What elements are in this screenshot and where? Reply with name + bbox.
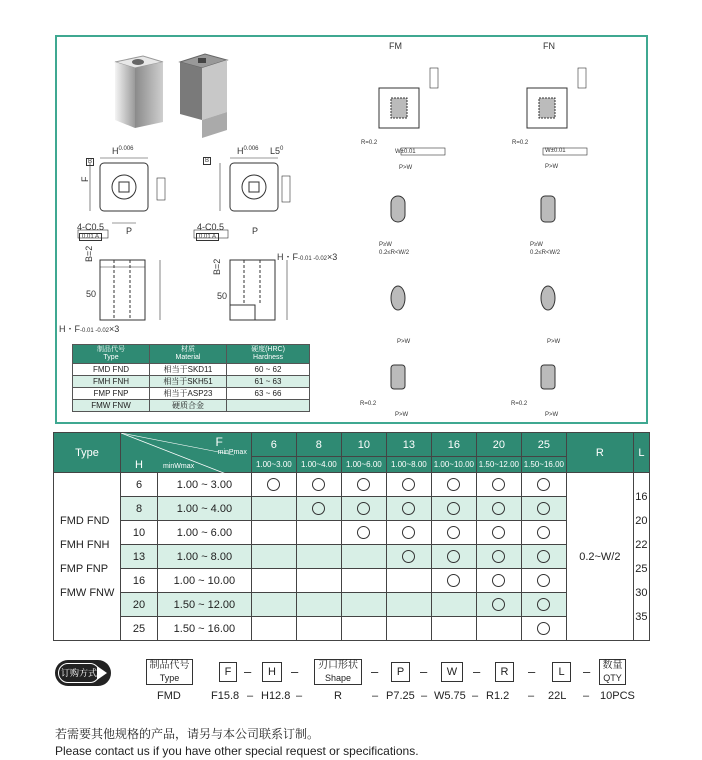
availability-cell	[251, 617, 296, 641]
f-col: 13	[386, 433, 431, 457]
available-circle-icon	[402, 550, 415, 563]
mat-hardness: 60 ~ 62	[227, 364, 310, 376]
availability-cell	[341, 545, 386, 569]
ex-f: F15.8	[211, 690, 240, 702]
available-circle-icon	[492, 478, 505, 491]
available-circle-icon	[447, 502, 460, 515]
ex-type: FMD	[157, 690, 181, 702]
availability-cell	[476, 521, 521, 545]
available-circle-icon	[402, 526, 415, 539]
order-f-box: F	[219, 662, 237, 682]
b2-left: B=2	[84, 245, 94, 262]
availability-cell	[476, 617, 521, 641]
material-row	[73, 388, 310, 400]
availability-cell	[341, 617, 386, 641]
ex-p: P7.25	[386, 690, 415, 702]
shape-drawings	[355, 60, 605, 420]
fn-r02: R=0.2	[512, 140, 529, 146]
f-range: 1.00~3.00	[251, 457, 296, 473]
mat-type: FMP FNP	[73, 388, 150, 400]
spec-row	[54, 545, 650, 569]
available-circle-icon	[447, 574, 460, 587]
fm-pgw: P>W	[399, 165, 413, 171]
mat-th-type: 制品代号 Type	[73, 345, 150, 364]
availability-cell	[386, 593, 431, 617]
ex-r: R1.2	[486, 690, 510, 702]
fifty-left: 50	[86, 289, 97, 299]
range-cell: 1.00 ~ 4.00	[158, 497, 252, 521]
available-circle-icon	[447, 550, 460, 563]
f-range: 1.50~12.00	[476, 457, 521, 473]
availability-cell	[251, 545, 296, 569]
availability-cell	[296, 593, 341, 617]
arrow-right-icon	[97, 666, 107, 680]
f-header: F	[215, 435, 223, 449]
available-circle-icon	[537, 574, 550, 587]
l5-label: $L5^0$	[270, 146, 284, 156]
l-value: 20	[635, 514, 648, 527]
availability-cell	[251, 521, 296, 545]
l-values	[633, 473, 649, 641]
order-dash: –	[371, 664, 379, 679]
order-dash: –	[583, 664, 591, 679]
block-render-right	[180, 54, 227, 138]
ex-dash: –	[247, 690, 254, 702]
l-value: 35	[635, 610, 648, 623]
availability-cell	[521, 497, 566, 521]
availability-cell	[296, 473, 341, 497]
availability-cell	[386, 617, 431, 641]
order-badge	[55, 660, 111, 686]
order-w-box: W	[441, 662, 463, 682]
mat-hardness	[227, 400, 310, 412]
available-circle-icon	[537, 526, 550, 539]
f-h-header	[121, 433, 252, 473]
availability-cell	[521, 569, 566, 593]
type-name: FMD FND	[60, 514, 110, 527]
available-circle-icon	[537, 598, 550, 611]
availability-cell	[251, 569, 296, 593]
availability-cell	[431, 593, 476, 617]
mat-th-hardness: 硬度(HRC) Hardness	[227, 345, 310, 364]
order-dash: –	[473, 664, 481, 679]
f-range: 1.00~10.00	[431, 457, 476, 473]
availability-cell	[521, 593, 566, 617]
ex-dash: –	[372, 690, 379, 702]
availability-cell	[386, 569, 431, 593]
available-circle-icon	[492, 526, 505, 539]
type-cell	[54, 473, 121, 641]
footer-en: Please contact us if you have other special request or specifications.	[55, 744, 419, 758]
range-cell: 1.00 ~ 3.00	[158, 473, 252, 497]
fn-pgw: P>W	[545, 164, 559, 170]
fn-pgw-2: P>W	[547, 339, 561, 345]
fn-w001: W±0.01	[545, 148, 566, 154]
block-render-left	[115, 56, 163, 128]
flat-tol-left: 0.01 A	[79, 233, 102, 241]
fn-rrange: 0.2≤R<W/2	[530, 250, 561, 256]
order-dash: –	[291, 664, 299, 679]
flat-tol-right: 0.01 A	[196, 233, 219, 241]
f-col: 16	[431, 433, 476, 457]
fifty-right: 50	[217, 291, 228, 301]
available-circle-icon	[447, 526, 460, 539]
availability-cell	[476, 593, 521, 617]
ex-dash: –	[296, 690, 303, 702]
material-table	[72, 344, 310, 412]
order-dash: –	[420, 664, 428, 679]
availability-cell	[431, 497, 476, 521]
availability-cell	[431, 617, 476, 641]
available-circle-icon	[357, 502, 370, 515]
order-qty-box: 数量 QTY	[599, 659, 626, 685]
availability-cell	[341, 521, 386, 545]
f-range: 1.00~8.00	[386, 457, 431, 473]
available-circle-icon	[492, 502, 505, 515]
f-label-left: F	[80, 176, 90, 182]
material-row	[73, 400, 310, 412]
availability-cell	[251, 497, 296, 521]
ex-w: W5.75	[434, 690, 466, 702]
ex-h: H12.8	[261, 690, 291, 702]
f-col: 25	[521, 433, 566, 457]
r-value: 0.2~W/2	[566, 473, 633, 641]
h-cell: 16	[121, 569, 158, 593]
spec-row	[54, 497, 650, 521]
product-renders	[105, 50, 245, 140]
available-circle-icon	[402, 502, 415, 515]
availability-cell	[386, 473, 431, 497]
availability-cell	[431, 521, 476, 545]
f-col: 10	[341, 433, 386, 457]
availability-cell	[296, 521, 341, 545]
chamfer-left: 4-C0.5	[77, 222, 105, 232]
ex-qty: 10PCS	[600, 690, 635, 702]
availability-cell	[386, 497, 431, 521]
mat-material: 相当于SKH51	[150, 376, 227, 388]
availability-cell	[251, 593, 296, 617]
availability-cell	[341, 473, 386, 497]
availability-cell	[521, 617, 566, 641]
footer-cn: 若需要其他规格的产品，请另与本公司联系订制。	[55, 727, 320, 741]
mat-material: 硬质合金	[150, 400, 227, 412]
h-cell: 6	[121, 473, 158, 497]
f-range: 1.00~4.00	[296, 457, 341, 473]
material-row	[73, 364, 310, 376]
type-name: FMP FNP	[60, 562, 109, 575]
availability-cell	[431, 569, 476, 593]
datum-b-left: B	[88, 159, 93, 165]
f-range: 1.00~6.00	[341, 457, 386, 473]
type-header: Type	[54, 433, 121, 473]
available-circle-icon	[357, 478, 370, 491]
fm-rrange: 0.2≤R<W/2	[379, 250, 410, 256]
order-dash: –	[244, 664, 252, 679]
f-range: 1.50~16.00	[521, 457, 566, 473]
fm-w001: W±0.01	[395, 149, 416, 155]
availability-cell	[431, 473, 476, 497]
ex-dash: –	[421, 690, 428, 702]
fn-pgw-3: P>W	[545, 412, 559, 418]
l-value: 25	[635, 562, 648, 575]
available-circle-icon	[312, 502, 325, 515]
p-label-right: P	[252, 226, 259, 236]
range-cell: 1.50 ~ 16.00	[158, 617, 252, 641]
fn-title: FN	[543, 41, 555, 51]
r-header: R	[566, 433, 633, 473]
spec-table	[53, 432, 650, 641]
fm-pgw-2: P>W	[397, 339, 411, 345]
spec-row	[54, 593, 650, 617]
h-header: H	[135, 459, 143, 471]
fm-r02: R=0.2	[361, 140, 378, 146]
order-p-box: P	[391, 662, 410, 682]
availability-cell	[296, 545, 341, 569]
datum-b-right: B	[205, 158, 210, 164]
p-label-left: P	[126, 226, 133, 236]
available-circle-icon	[357, 526, 370, 539]
mat-type: FMD FND	[73, 364, 150, 376]
material-row	[73, 376, 310, 388]
order-badge-label: 订购方式	[58, 663, 100, 683]
h-tol-right: $H^{0.006}$	[237, 146, 259, 156]
availability-cell	[341, 569, 386, 593]
f-col: 6	[251, 433, 296, 457]
available-circle-icon	[402, 478, 415, 491]
l-value: 30	[635, 586, 648, 599]
availability-cell	[476, 545, 521, 569]
fm-title: FM	[389, 41, 402, 51]
mat-hardness: 61 ~ 63	[227, 376, 310, 388]
availability-cell	[476, 473, 521, 497]
ex-dash: –	[583, 690, 590, 702]
spec-header-row-1	[54, 433, 650, 457]
availability-cell	[251, 473, 296, 497]
order-h-box: H	[262, 662, 282, 682]
l-value: 22	[635, 538, 648, 551]
chamfer-right: 4-C0.5	[197, 222, 225, 232]
available-circle-icon	[537, 478, 550, 491]
mat-th-material: 材质 Material	[150, 345, 227, 364]
type-name: FMW FNW	[60, 586, 115, 599]
range-cell: 1.50 ~ 12.00	[158, 593, 252, 617]
fn-r02-b: R=0.2	[511, 401, 528, 407]
order-l-box: L	[552, 662, 571, 682]
order-shape-box: 刃口形状 Shape	[314, 659, 362, 685]
h-cell: 10	[121, 521, 158, 545]
fn-pgew: P≥W	[530, 242, 543, 248]
h-cell: 25	[121, 617, 158, 641]
order-dash: –	[528, 664, 536, 679]
spec-row	[54, 569, 650, 593]
available-circle-icon	[267, 478, 280, 491]
mat-material: 相当于SKD11	[150, 364, 227, 376]
available-circle-icon	[537, 502, 550, 515]
availability-cell	[476, 569, 521, 593]
availability-cell	[296, 617, 341, 641]
mat-hardness: 63 ~ 66	[227, 388, 310, 400]
mat-type: FMH FNH	[73, 376, 150, 388]
available-circle-icon	[492, 598, 505, 611]
range-cell: 1.00 ~ 8.00	[158, 545, 252, 569]
range-cell: 1.00 ~ 6.00	[158, 521, 252, 545]
ex-dash: –	[472, 690, 479, 702]
minpmax-label: minPmax	[217, 449, 247, 456]
l-header: L	[633, 433, 649, 473]
h-cell: 20	[121, 593, 158, 617]
availability-cell	[341, 497, 386, 521]
available-circle-icon	[447, 478, 460, 491]
l-value: 16	[635, 490, 648, 503]
type-name: FMH FNH	[60, 538, 110, 551]
spec-row	[54, 617, 650, 641]
availability-cell	[341, 593, 386, 617]
minwmax-label: minWmax	[163, 463, 195, 470]
available-circle-icon	[312, 478, 325, 491]
availability-cell	[386, 545, 431, 569]
h-f-left: H・F-0.01 -0.02×3	[59, 324, 120, 334]
ex-dash: –	[528, 690, 535, 702]
available-circle-icon	[492, 574, 505, 587]
fm-r02-b: R=0.2	[360, 401, 377, 407]
mat-type: FMW FNW	[73, 400, 150, 412]
availability-cell	[296, 569, 341, 593]
availability-cell	[476, 497, 521, 521]
availability-cell	[521, 473, 566, 497]
availability-cell	[431, 545, 476, 569]
b2-right: B=2	[212, 258, 222, 275]
available-circle-icon	[537, 550, 550, 563]
fm-pgw-3: P>W	[395, 412, 409, 418]
order-type-box: 制品代号 Type	[146, 659, 193, 685]
h-cell: 13	[121, 545, 158, 569]
range-cell: 1.00 ~ 10.00	[158, 569, 252, 593]
h-f-right: H・F-0.01 -0.02×3	[277, 252, 338, 262]
order-r-box: R	[495, 662, 514, 682]
availability-cell	[521, 521, 566, 545]
availability-cell	[296, 497, 341, 521]
f-col: 8	[296, 433, 341, 457]
available-circle-icon	[537, 622, 550, 635]
h-tol-left: $H^{0.006}$	[112, 146, 134, 156]
ex-l: 22L	[548, 690, 567, 702]
ex-shape: R	[334, 690, 342, 702]
availability-cell	[386, 521, 431, 545]
availability-cell	[521, 545, 566, 569]
f-col: 20	[476, 433, 521, 457]
material-header	[73, 345, 310, 364]
mat-material: 相当于ASP23	[150, 388, 227, 400]
fm-pgew: P≥W	[379, 242, 392, 248]
h-cell: 8	[121, 497, 158, 521]
available-circle-icon	[492, 550, 505, 563]
spec-row	[54, 521, 650, 545]
